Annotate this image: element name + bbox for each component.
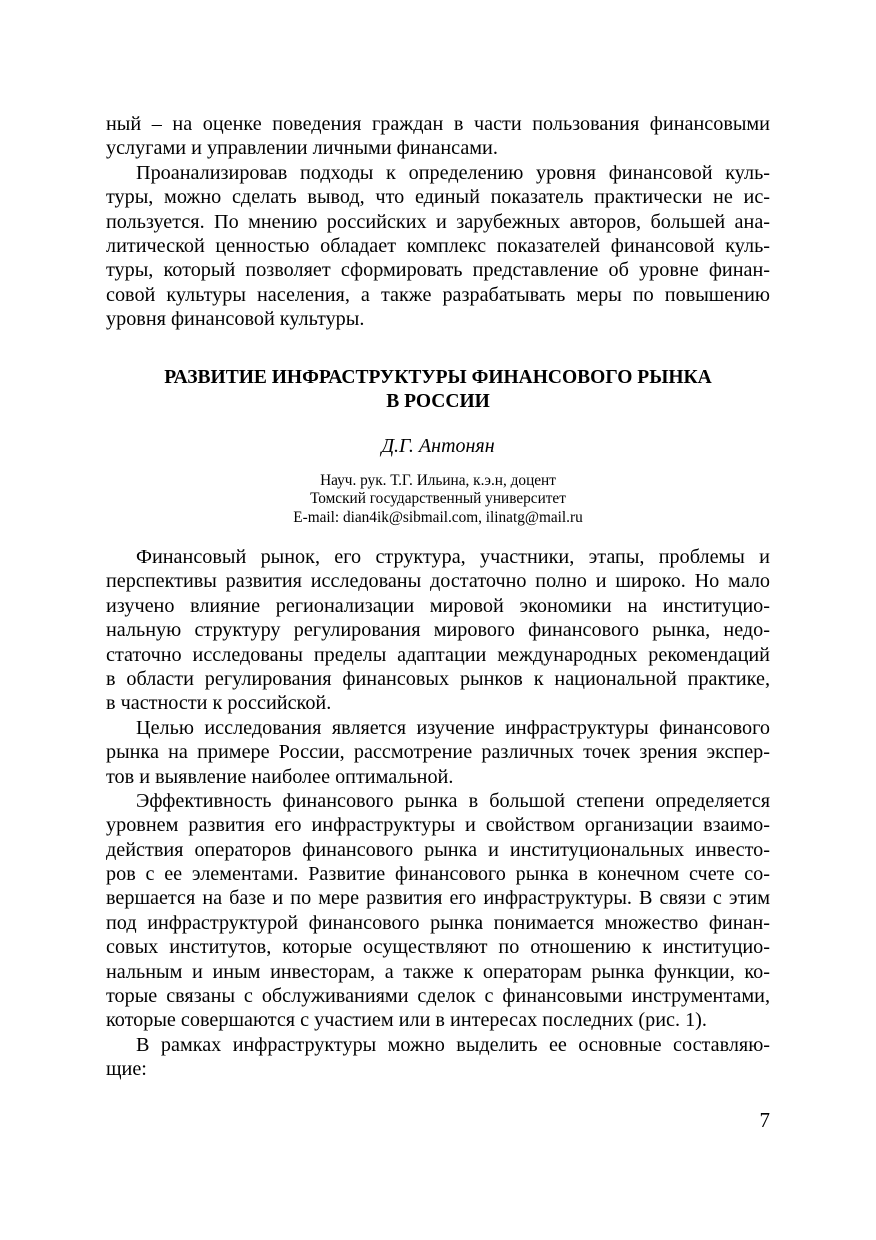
text-line: литической ценностью обладает комплекс показателей финансовой куль- <box>106 234 770 257</box>
paragraph <box>106 789 770 1033</box>
text-line: совой культуры населения, а также разрабатывать меры по повышению <box>106 283 770 306</box>
text-line: В рамках инфраструктуры можно выделить ее основные составляю- <box>136 1033 770 1056</box>
intro-section <box>106 112 770 332</box>
text-line: пользуется. По мнению российских и зарубежных авторов, большей ана- <box>106 210 770 233</box>
text-line: нальную структуру регулирования мирового финансового рынка, недо- <box>106 619 770 642</box>
text-line: рынка на примере России, рассмотрение различных точек зрения экспер- <box>106 741 770 764</box>
paragraph <box>106 112 770 161</box>
text-line: услугами и управлении личными финансами. <box>106 137 498 160</box>
text-line: под инфраструктурой финансового рынка понимается множество финан- <box>106 911 770 934</box>
affiliation <box>106 472 770 528</box>
title-line: В РОССИИ <box>386 390 490 412</box>
text-line: туры, который позволяет сформировать представление об уровне финан- <box>106 259 770 282</box>
supervisor-line: Науч. рук. Т.Г. Ильина, к.э.н, доцент <box>320 471 556 489</box>
paragraph <box>106 716 770 789</box>
text-line: в частности к российской. <box>106 692 332 715</box>
page-content <box>106 112 770 1082</box>
text-line: Эффективность финансового рынка в большой степени определяется <box>136 789 770 812</box>
text-line: вершается на базе и по мере развития его инфраструктуры. В связи с этим <box>106 887 770 910</box>
text-line: статочно исследованы пределы адаптации международных рекомендаций <box>106 643 770 666</box>
university-line: Томский государственный университет <box>310 490 566 508</box>
text-line: ный – на оценке поведения граждан в части пользования финансовыми <box>106 113 770 135</box>
article-title <box>106 366 770 414</box>
text-line: совых институтов, которые осуществляют по отношению к институцио- <box>106 936 770 959</box>
page-number: 7 <box>759 1108 770 1132</box>
text-line: уровнем развития его инфраструктуры и свойством организации взаимо- <box>106 814 770 837</box>
text-line: Финансовый рынок, его структура, участники, этапы, проблемы и <box>136 546 770 569</box>
paragraph <box>106 161 770 332</box>
text-line: действия операторов финансового рынка и институциональных инвесто- <box>106 838 770 861</box>
text-line: нальным и иным инвесторам, а также к операторам рынка функции, ко- <box>106 960 770 983</box>
title-line: РАЗВИТИЕ ИНФРАСТРУКТУРЫ ФИНАНСОВОГО РЫНКА <box>164 366 712 388</box>
author-name: Д.Г. Антонян <box>381 434 495 457</box>
text-line: щие: <box>106 1058 147 1081</box>
body-section <box>106 545 770 1082</box>
text-line: перспективы развития исследованы достаточно полно и широко. Но мало <box>106 570 770 593</box>
text-line: торые связаны с обслуживаниями сделок с финансовыми инструментами, <box>106 985 770 1008</box>
email-line: E-mail: dian4ik@sibmail.com, ilinatg@mail.ru <box>293 508 583 526</box>
paragraph <box>106 545 770 716</box>
text-line: уровня финансовой культуры. <box>106 308 365 331</box>
text-line: ров с ее элементами. Развитие финансового рынка в конечном счете со- <box>106 863 770 886</box>
paragraph <box>106 1033 770 1082</box>
text-line: изучено влияние регионализации мировой экономики на институцио- <box>106 594 770 617</box>
text-line: тов и выявление наиболее оптимальной. <box>106 765 454 788</box>
text-line: в области регулирования финансовых рынков к национальной практике, <box>106 667 770 690</box>
text-line: Проанализировав подходы к определению уровня финансовой куль- <box>136 161 770 184</box>
text-line: туры, можно сделать вывод, что единый показатель практически не ис- <box>106 186 770 209</box>
text-line: которые совершаются с участием или в интересах последних (рис. 1). <box>106 1009 707 1032</box>
text-line: Целью исследования является изучение инфраструктуры финансового <box>136 716 770 739</box>
